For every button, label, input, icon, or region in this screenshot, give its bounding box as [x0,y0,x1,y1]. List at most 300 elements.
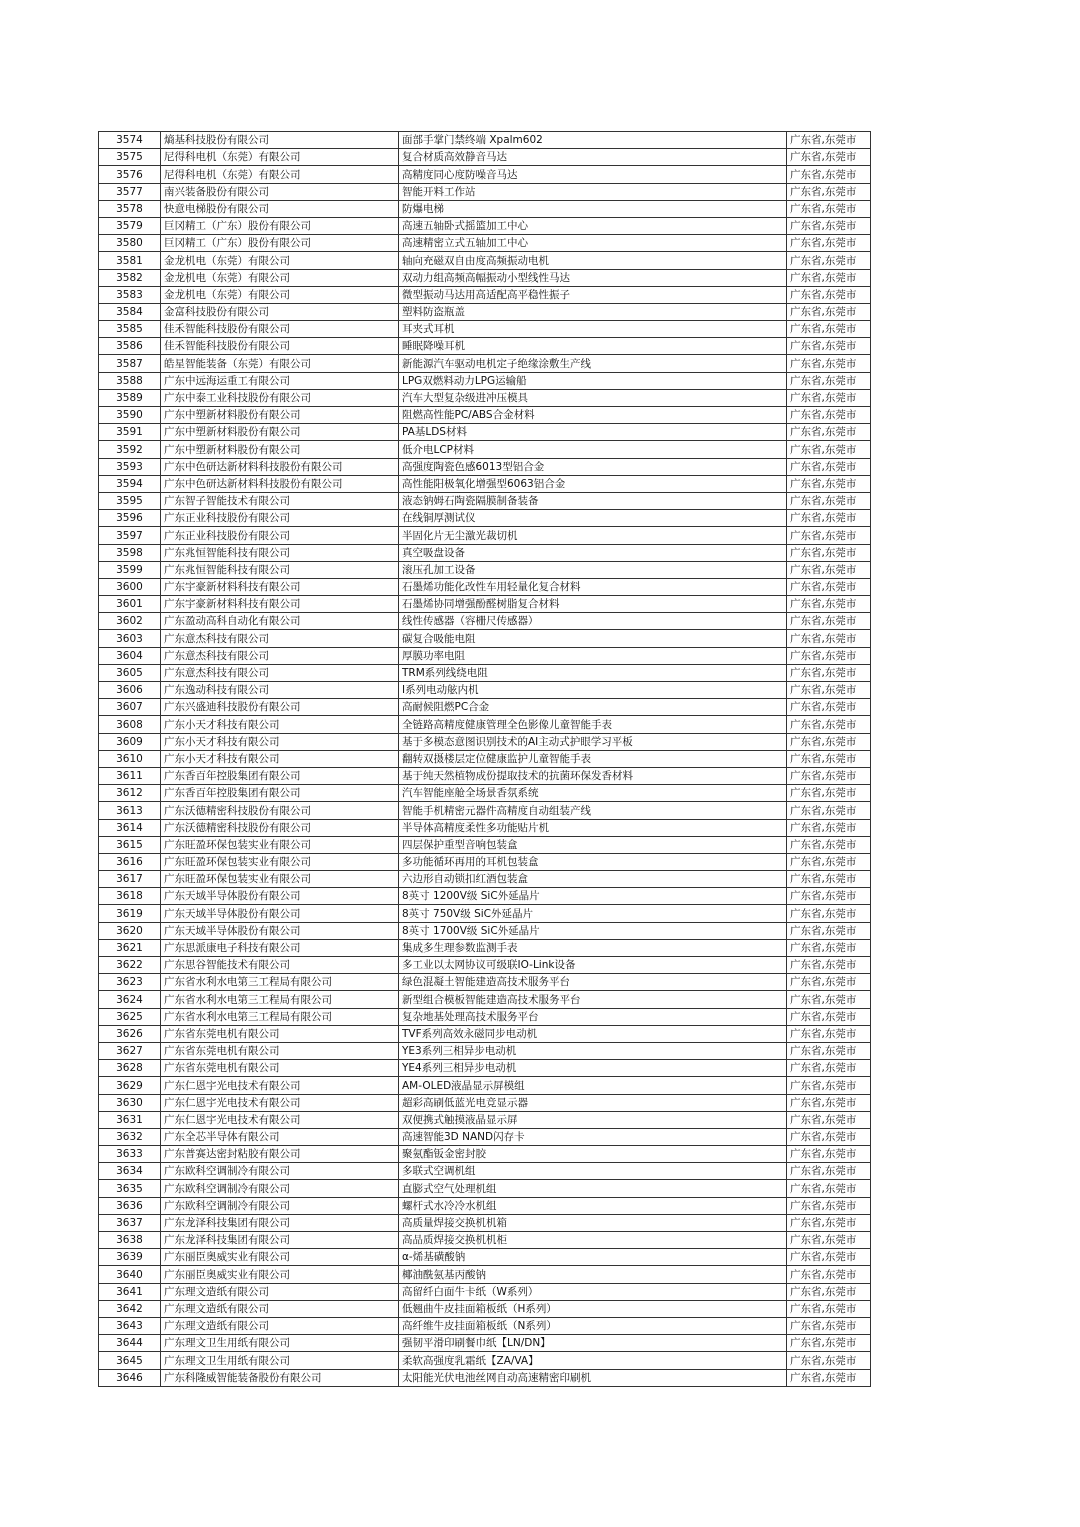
table-row [99,424,871,441]
table-row [99,750,871,767]
region-cell: 广东省,东莞市 [787,905,871,922]
product-name-cell: 液态钠姆石陶瓷隔膜制备装备 [399,492,787,509]
region-cell: 广东省,东莞市 [787,527,871,544]
table-row [99,785,871,802]
product-name-cell: 聚氨酯钣金密封胶 [399,1146,787,1163]
region-cell: 广东省,东莞市 [787,974,871,991]
table-row [99,235,871,252]
serial-number-cell: 3630 [99,1094,161,1111]
region-cell: 广东省,东莞市 [787,561,871,578]
serial-number-cell: 3596 [99,510,161,527]
company-name-cell: 佳禾智能科技股份有限公司 [161,321,399,338]
company-name-cell: 皓星智能装备（东莞）有限公司 [161,355,399,372]
region-cell: 广东省,东莞市 [787,836,871,853]
serial-number-cell: 3646 [99,1369,161,1386]
product-name-cell: 全链路高精度健康管理全色影像儿童智能手表 [399,716,787,733]
serial-number-cell: 3585 [99,321,161,338]
product-name-cell: YE4系列三相异步电动机 [399,1060,787,1077]
serial-number-cell: 3625 [99,1008,161,1025]
table-row [99,1369,871,1386]
serial-number-cell: 3628 [99,1060,161,1077]
product-name-cell: 防爆电梯 [399,200,787,217]
product-name-cell: 高速智能3D NAND闪存卡 [399,1128,787,1145]
table-row [99,321,871,338]
product-name-cell: 阻燃高性能PC/ABS合金材料 [399,407,787,424]
product-name-cell: 高品质焊接交换机机柜 [399,1232,787,1249]
serial-number-cell: 3641 [99,1283,161,1300]
product-name-cell: 基于多模态意图识别技术的AI主动式护眼学习平板 [399,733,787,750]
serial-number-cell: 3598 [99,544,161,561]
product-name-cell: 低翘曲牛皮挂面箱板纸（H系列） [399,1300,787,1317]
table-row [99,1266,871,1283]
company-name-cell: 广东小天才科技有限公司 [161,733,399,750]
region-cell: 广东省,东莞市 [787,1335,871,1352]
product-name-cell: 汽车大型复杂级进冲压模具 [399,389,787,406]
serial-number-cell: 3622 [99,957,161,974]
region-cell: 广东省,东莞市 [787,630,871,647]
product-name-cell: 翻转双摄楼层定位健康监护儿童智能手表 [399,750,787,767]
serial-number-cell: 3633 [99,1146,161,1163]
serial-number-cell: 3613 [99,802,161,819]
region-cell: 广东省,东莞市 [787,321,871,338]
company-name-cell: 广东丽臣奥威实业有限公司 [161,1249,399,1266]
table-row [99,303,871,320]
product-name-cell: 高强度陶瓷色感6013型铝合金 [399,458,787,475]
region-cell: 广东省,东莞市 [787,1369,871,1386]
region-cell: 广东省,东莞市 [787,286,871,303]
serial-number-cell: 3574 [99,132,161,149]
serial-number-cell: 3626 [99,1025,161,1042]
product-name-cell: 智能开料工作站 [399,183,787,200]
company-name-cell: 广东天域半导体股份有限公司 [161,922,399,939]
serial-number-cell: 3636 [99,1197,161,1214]
table-row [99,1094,871,1111]
company-name-cell: 广东丽臣奥威实业有限公司 [161,1266,399,1283]
serial-number-cell: 3627 [99,1042,161,1059]
serial-number-cell: 3616 [99,853,161,870]
region-cell: 广东省,东莞市 [787,819,871,836]
company-name-cell: 广东省东莞电机有限公司 [161,1060,399,1077]
serial-number-cell: 3590 [99,407,161,424]
region-cell: 广东省,东莞市 [787,1008,871,1025]
serial-number-cell: 3642 [99,1300,161,1317]
region-cell: 广东省,东莞市 [787,424,871,441]
product-name-cell: 高耐候阻燃PC合金 [399,699,787,716]
product-name-cell: TRM系列线绕电阻 [399,664,787,681]
region-cell: 广东省,东莞市 [787,372,871,389]
product-name-cell: 双动力组高频高幅振动小型线性马达 [399,269,787,286]
table-row [99,217,871,234]
company-name-cell: 尼得科电机（东莞）有限公司 [161,166,399,183]
company-name-cell: 广东小天才科技有限公司 [161,716,399,733]
region-cell: 广东省,东莞市 [787,475,871,492]
serial-number-cell: 3645 [99,1352,161,1369]
table-row [99,1214,871,1231]
table-row [99,338,871,355]
company-name-cell: 广东宇豪新材料科技有限公司 [161,596,399,613]
table-row [99,888,871,905]
table-row [99,441,871,458]
table-row [99,1146,871,1163]
region-cell: 广东省,东莞市 [787,303,871,320]
region-cell: 广东省,东莞市 [787,613,871,630]
serial-number-cell: 3587 [99,355,161,372]
company-name-cell: 广东正业科技股份有限公司 [161,527,399,544]
company-name-cell: 广东旺盈环保包装实业有限公司 [161,836,399,853]
serial-number-cell: 3581 [99,252,161,269]
table-row [99,561,871,578]
region-cell: 广东省,东莞市 [787,217,871,234]
table-row [99,957,871,974]
region-cell: 广东省,东莞市 [787,733,871,750]
serial-number-cell: 3618 [99,888,161,905]
product-name-cell: 面部手掌门禁终端 Xpalm602 [399,132,787,149]
serial-number-cell: 3595 [99,492,161,509]
table-row [99,802,871,819]
product-name-cell: 高速精密立式五轴加工中心 [399,235,787,252]
product-name-cell: 石墨烯协同增强酚醛树脂复合材料 [399,596,787,613]
serial-number-cell: 3637 [99,1214,161,1231]
company-name-cell: 广东理文造纸有限公司 [161,1317,399,1334]
company-name-cell: 广东中远海运重工有限公司 [161,372,399,389]
product-name-cell: 半固化片无尘激光裁切机 [399,527,787,544]
company-name-cell: 广东省东莞电机有限公司 [161,1042,399,1059]
region-cell: 广东省,东莞市 [787,458,871,475]
product-name-cell: 线性传感器（容栅尺传感器） [399,613,787,630]
table-row [99,1335,871,1352]
region-cell: 广东省,东莞市 [787,1283,871,1300]
product-name-cell: 复杂地基处理高技术服务平台 [399,1008,787,1025]
table-body [99,132,871,1387]
product-name-cell: 复合材质高效静音马达 [399,149,787,166]
region-cell: 广东省,东莞市 [787,183,871,200]
serial-number-cell: 3576 [99,166,161,183]
company-name-cell: 广东沃德精密科技股份有限公司 [161,802,399,819]
product-name-cell: 高留纤白面牛卡纸（W系列） [399,1283,787,1300]
company-name-cell: 广东普赛达密封粘胶有限公司 [161,1146,399,1163]
company-name-cell: 尼得科电机（东莞）有限公司 [161,149,399,166]
company-name-cell: 巨冈精工（广东）股份有限公司 [161,217,399,234]
region-cell: 广东省,东莞市 [787,1352,871,1369]
company-name-cell: 广东中泰工业科技股份有限公司 [161,389,399,406]
table-row [99,407,871,424]
company-name-cell: 广东理文造纸有限公司 [161,1283,399,1300]
company-name-cell: 快意电梯股份有限公司 [161,200,399,217]
company-name-cell: 广东欧科空调制冷有限公司 [161,1163,399,1180]
product-name-cell: AM-OLED液晶显示屏模组 [399,1077,787,1094]
region-cell: 广东省,东莞市 [787,149,871,166]
product-name-cell: 真空吸盘设备 [399,544,787,561]
table-row [99,1111,871,1128]
region-cell: 广东省,东莞市 [787,1266,871,1283]
company-name-cell: 广东小天才科技有限公司 [161,750,399,767]
serial-number-cell: 3580 [99,235,161,252]
region-cell: 广东省,东莞市 [787,389,871,406]
table-row [99,991,871,1008]
table-row [99,1042,871,1059]
region-cell: 广东省,东莞市 [787,252,871,269]
region-cell: 广东省,东莞市 [787,441,871,458]
product-name-cell: 智能手机精密元器件高精度自动组装产线 [399,802,787,819]
table-row [99,630,871,647]
product-name-cell: 高精度同心度防噪音马达 [399,166,787,183]
region-cell: 广东省,东莞市 [787,1214,871,1231]
region-cell: 广东省,东莞市 [787,200,871,217]
product-name-cell: 直膨式空气处理机组 [399,1180,787,1197]
product-name-cell: 碳复合吸能电阻 [399,630,787,647]
region-cell: 广东省,东莞市 [787,1300,871,1317]
product-name-cell: 柔软高强度乳霜纸【ZA/VA】 [399,1352,787,1369]
table-row [99,200,871,217]
product-name-cell: TVF系列高效永磁同步电动机 [399,1025,787,1042]
product-name-cell: 微型振动马达用高适配高平稳性振子 [399,286,787,303]
company-name-cell: 广东省水利水电第三工程局有限公司 [161,1008,399,1025]
region-cell: 广东省,东莞市 [787,544,871,561]
company-name-cell: 广东沃德精密科技股份有限公司 [161,819,399,836]
serial-number-cell: 3602 [99,613,161,630]
serial-number-cell: 3639 [99,1249,161,1266]
company-name-cell: 广东宇豪新材料科技有限公司 [161,578,399,595]
table-row [99,613,871,630]
region-cell: 广东省,东莞市 [787,1042,871,1059]
region-cell: 广东省,东莞市 [787,510,871,527]
product-name-cell: 多功能循环再用的耳机包装盒 [399,853,787,870]
company-name-cell: 广东香百年控股集团有限公司 [161,767,399,784]
company-name-cell: 金龙机电（东莞）有限公司 [161,269,399,286]
region-cell: 广东省,东莞市 [787,407,871,424]
table-row [99,492,871,509]
product-name-cell: 螺杆式水冷冷水机组 [399,1197,787,1214]
serial-number-cell: 3638 [99,1232,161,1249]
region-cell: 广东省,东莞市 [787,1077,871,1094]
product-name-cell: 塑料防盗瓶盖 [399,303,787,320]
product-name-cell: 半导体高精度柔性多功能贴片机 [399,819,787,836]
region-cell: 广东省,东莞市 [787,664,871,681]
table-row [99,286,871,303]
table-row [99,974,871,991]
serial-number-cell: 3635 [99,1180,161,1197]
table-row [99,166,871,183]
company-name-cell: 广东天域半导体股份有限公司 [161,888,399,905]
product-name-cell: 8英寸 1700V级 SiC外延晶片 [399,922,787,939]
table-row [99,1163,871,1180]
company-name-cell: 佳禾智能科技股份有限公司 [161,338,399,355]
company-name-cell: 广东逸动科技有限公司 [161,682,399,699]
company-name-cell: 广东旺盈环保包装实业有限公司 [161,871,399,888]
table-row [99,733,871,750]
serial-number-cell: 3586 [99,338,161,355]
company-name-cell: 金龙机电（东莞）有限公司 [161,286,399,303]
company-name-cell: 广东香百年控股集团有限公司 [161,785,399,802]
product-name-cell: YE3系列三相异步电动机 [399,1042,787,1059]
company-name-cell: 广东龙泽科技集团有限公司 [161,1232,399,1249]
product-name-cell: 滚压孔加工设备 [399,561,787,578]
product-name-cell: 高质量焊接交换机机箱 [399,1214,787,1231]
product-name-cell: 耳夹式耳机 [399,321,787,338]
serial-number-cell: 3606 [99,682,161,699]
company-name-cell: 广东正业科技股份有限公司 [161,510,399,527]
company-name-cell: 广东智子智能技术有限公司 [161,492,399,509]
region-cell: 广东省,东莞市 [787,991,871,1008]
region-cell: 广东省,东莞市 [787,492,871,509]
company-name-cell: 广东省水利水电第三工程局有限公司 [161,974,399,991]
region-cell: 广东省,东莞市 [787,767,871,784]
company-name-cell: 广东旺盈环保包装实业有限公司 [161,853,399,870]
table-row [99,1008,871,1025]
serial-number-cell: 3640 [99,1266,161,1283]
company-name-cell: 熵基科技股份有限公司 [161,132,399,149]
serial-number-cell: 3594 [99,475,161,492]
company-name-cell: 广东欧科空调制冷有限公司 [161,1197,399,1214]
region-cell: 广东省,东莞市 [787,682,871,699]
product-name-cell: 石墨烯功能化改性车用轻量化复合材料 [399,578,787,595]
product-name-cell: PA基LDS材料 [399,424,787,441]
table-row [99,578,871,595]
table-row [99,544,871,561]
serial-number-cell: 3611 [99,767,161,784]
table-row [99,1352,871,1369]
company-name-cell: 巨冈精工（广东）股份有限公司 [161,235,399,252]
serial-number-cell: 3589 [99,389,161,406]
company-name-cell: 广东意杰科技有限公司 [161,664,399,681]
table-row [99,647,871,664]
serial-number-cell: 3623 [99,974,161,991]
product-name-cell: 多联式空调机组 [399,1163,787,1180]
region-cell: 广东省,东莞市 [787,785,871,802]
serial-number-cell: 3614 [99,819,161,836]
table-row [99,1077,871,1094]
serial-number-cell: 3629 [99,1077,161,1094]
table-row [99,252,871,269]
serial-number-cell: 3591 [99,424,161,441]
region-cell: 广东省,东莞市 [787,132,871,149]
serial-number-cell: 3584 [99,303,161,320]
region-cell: 广东省,东莞市 [787,578,871,595]
product-name-cell: 低介电LCP材料 [399,441,787,458]
product-name-cell: 椰油酰氨基丙酸钠 [399,1266,787,1283]
product-name-cell: LPG双燃料动力LPG运输船 [399,372,787,389]
table-row [99,1180,871,1197]
company-name-cell: 广东仁恩宇光电技术有限公司 [161,1077,399,1094]
company-name-cell: 金龙机电（东莞）有限公司 [161,252,399,269]
table-row [99,922,871,939]
company-name-cell: 广东理文造纸有限公司 [161,1300,399,1317]
table-row [99,819,871,836]
table-row [99,836,871,853]
product-name-cell: 超彩高刷低蓝光电竞显示器 [399,1094,787,1111]
table-row [99,458,871,475]
product-name-cell: 集成多生理参数监测手表 [399,939,787,956]
table-row [99,527,871,544]
product-name-cell: 强韧平滑印刷餐巾纸【LN/DN】 [399,1335,787,1352]
table-row [99,596,871,613]
serial-number-cell: 3601 [99,596,161,613]
serial-number-cell: 3617 [99,871,161,888]
product-name-cell: 在线铜厚测试仪 [399,510,787,527]
company-name-cell: 广东仁恩宇光电技术有限公司 [161,1094,399,1111]
serial-number-cell: 3609 [99,733,161,750]
product-name-cell: 多工业以太网协议可级联IO-Link设备 [399,957,787,974]
table-row [99,183,871,200]
product-name-cell: I系列电动舷内机 [399,682,787,699]
table-row [99,1128,871,1145]
region-cell: 广东省,东莞市 [787,1060,871,1077]
company-name-cell: 广东欧科空调制冷有限公司 [161,1180,399,1197]
serial-number-cell: 3615 [99,836,161,853]
product-name-cell: α-烯基磺酸钠 [399,1249,787,1266]
company-name-cell: 广东省东莞电机有限公司 [161,1025,399,1042]
product-name-cell: 高速五轴卧式摇篮加工中心 [399,217,787,234]
product-name-cell: 太阳能光伏电池丝网自动高速精密印刷机 [399,1369,787,1386]
company-name-cell: 广东全芯半导体有限公司 [161,1128,399,1145]
serial-number-cell: 3607 [99,699,161,716]
table-row [99,1300,871,1317]
product-name-cell: 绿色混凝土智能建造高技术服务平台 [399,974,787,991]
region-cell: 广东省,东莞市 [787,1249,871,1266]
company-name-cell: 广东理文卫生用纸有限公司 [161,1352,399,1369]
region-cell: 广东省,东莞市 [787,1232,871,1249]
product-name-cell: 四层保护重型音响包装盒 [399,836,787,853]
company-name-cell: 金富科技股份有限公司 [161,303,399,320]
table-row [99,682,871,699]
region-cell: 广东省,东莞市 [787,1180,871,1197]
table-row [99,939,871,956]
company-name-cell: 广东兆恒智能科技有限公司 [161,544,399,561]
table-row [99,149,871,166]
region-cell: 广东省,东莞市 [787,1025,871,1042]
serial-number-cell: 3588 [99,372,161,389]
product-name-cell: 厚膜功率电阻 [399,647,787,664]
serial-number-cell: 3592 [99,441,161,458]
serial-number-cell: 3575 [99,149,161,166]
table-row [99,1317,871,1334]
product-name-cell: 基于纯天然植物成份提取技术的抗菌环保发香材料 [399,767,787,784]
company-name-cell: 广东中色研达新材料科技股份有限公司 [161,458,399,475]
serial-number-cell: 3643 [99,1317,161,1334]
company-name-cell: 广东兆恒智能科技有限公司 [161,561,399,578]
product-name-cell: 双便携式触摸液晶显示屏 [399,1111,787,1128]
serial-number-cell: 3605 [99,664,161,681]
serial-number-cell: 3577 [99,183,161,200]
table-row [99,1025,871,1042]
serial-number-cell: 3582 [99,269,161,286]
product-name-cell: 汽车智能座舱全场景香氛系统 [399,785,787,802]
product-name-cell: 新型组合模板智能建造高技术服务平台 [399,991,787,1008]
company-name-cell: 广东省水利水电第三工程局有限公司 [161,991,399,1008]
table-row [99,1060,871,1077]
region-cell: 广东省,东莞市 [787,750,871,767]
product-name-cell: 六边形自动锁扣红酒包装盒 [399,871,787,888]
table-row [99,716,871,733]
product-name-cell: 8英寸 1200V级 SiC外延晶片 [399,888,787,905]
company-name-cell: 广东仁恩宇光电技术有限公司 [161,1111,399,1128]
serial-number-cell: 3593 [99,458,161,475]
serial-number-cell: 3624 [99,991,161,1008]
table-row [99,269,871,286]
region-cell: 广东省,东莞市 [787,1111,871,1128]
region-cell: 广东省,东莞市 [787,957,871,974]
table-row [99,1232,871,1249]
region-cell: 广东省,东莞市 [787,647,871,664]
serial-number-cell: 3578 [99,200,161,217]
serial-number-cell: 3610 [99,750,161,767]
table-row [99,355,871,372]
region-cell: 广东省,东莞市 [787,699,871,716]
region-cell: 广东省,东莞市 [787,802,871,819]
region-cell: 广东省,东莞市 [787,269,871,286]
company-name-cell: 广东中塑新材料股份有限公司 [161,407,399,424]
product-name-cell: 8英寸 750V级 SiC外延晶片 [399,905,787,922]
